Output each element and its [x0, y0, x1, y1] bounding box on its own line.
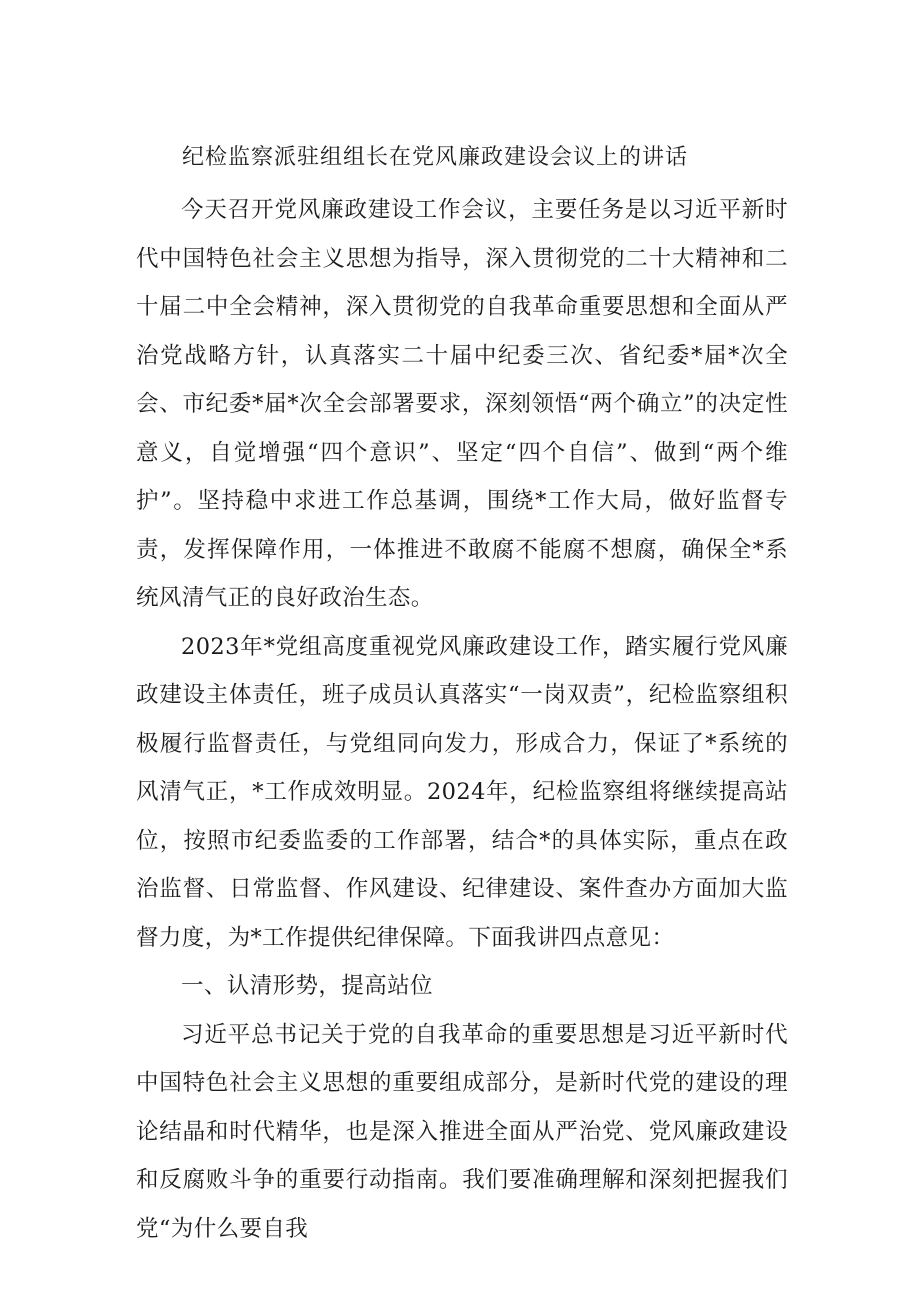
- paragraph-section-1: 习近平总书记关于党的自我革命的重要思想是习近平新时代中国特色社会主义思想的重要组成部分，是新时代党的建设的理论结晶和时代精华，也是深入推进全面从严治党、党风廉政建设和反腐败斗争的重要行动指南。我们要准确理解和深刻把握我们党“为什么要自我: [136, 1021, 788, 1242]
- paragraph-review: 2023年*党组高度重视党风廉政建设工作，踏实履行党风廉政建设主体责任，班子成员认真落实“一岗双责”，纪检监察组积极履行监督责任，与党组同向发力，形成合力，保证了*系统的风清气正，*工作成效明显。2024年，纪检监察组将继续提高站位，按照市纪委监委的工作部署，结合*的具体实际，重点在政治监督、日常监督、作风建设、纪律建设、案件查办方面加大监督力度，为*工作提供纪律保障。下面我讲四点意见：: [136, 633, 788, 951]
- document-title: 纪检监察派驻组组长在党风廉政建设会议上的讲话: [182, 145, 689, 170]
- document-body: [136, 186, 788, 1253]
- paragraph-opening: 今天召开党风廉政建设工作会议，主要任务是以习近平新时代中国特色社会主义思想为指导，深入贯彻党的二十大精神和二十届二中全会精神，深入贯彻党的自我革命重要思想和全面从严治党战略方针，认真落实二十届中纪委三次、省纪委*届*次全会、市纪委*届*次全会部署要求，深刻领悟“两个确立”的决定性意义，自觉增强“四个意识”、坚定“四个自信”、做到“两个维护”。坚持稳中求进工作总基调，围绕*工作大局，做好监督专责，发挥保障作用，一体推进不敢腐不能腐不想腐，确保全*系统风清气正的良好政治生态。: [136, 197, 788, 611]
- section-heading-1: 一、认清形势，提高站位: [181, 973, 433, 999]
